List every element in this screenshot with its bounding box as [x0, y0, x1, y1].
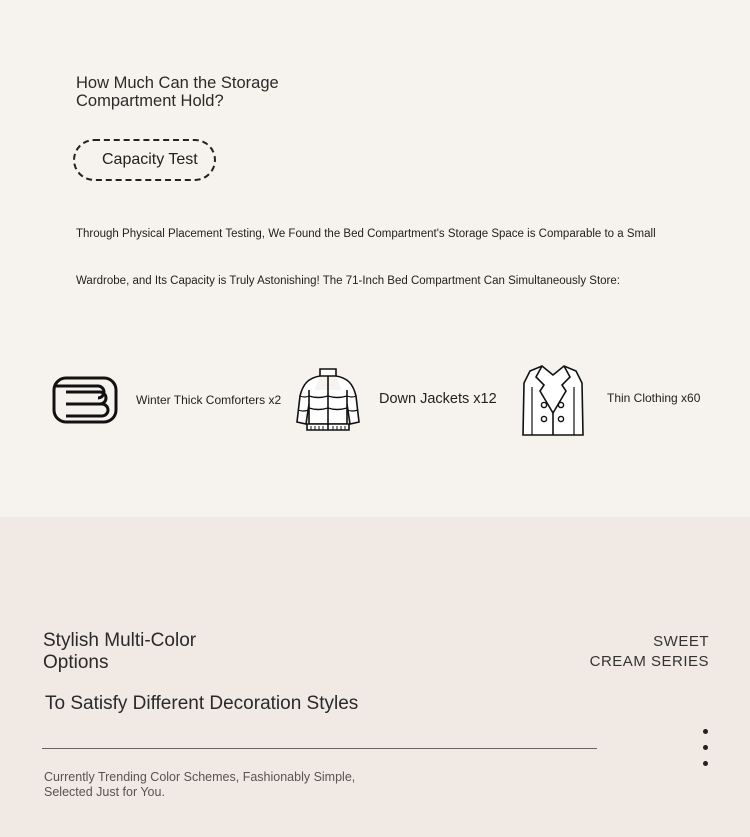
coat-label: Thin Clothing x60 [607, 391, 701, 405]
capacity-test-label: Capacity Test [102, 151, 198, 168]
series-line-1: SWEET [653, 633, 709, 650]
coat-icon [520, 363, 586, 437]
color-options-title: Stylish Multi-Color Options [43, 630, 197, 673]
capacity-test-badge [73, 139, 216, 181]
capacity-description-line-1: Through Physical Placement Testing, We Found the Bed Compartment's Storage Space is Comparable to a Small [76, 228, 656, 240]
capacity-description-line-2: Wardrobe, and Its Capacity is Truly Astonishing! The 71-Inch Bed Compartment Can Simultaneously Store: [76, 275, 620, 287]
divider [42, 748, 597, 749]
down-jacket-label: Down Jackets x12 [379, 391, 497, 407]
down-jacket-icon [294, 366, 362, 432]
trending-note: Currently Trending Color Schemes, Fashionably Simple, Selected Just for You. [44, 770, 356, 799]
decoration-styles-heading: To Satisfy Different Decoration Styles [45, 693, 359, 714]
series-label [590, 632, 709, 672]
series-line-2: CREAM SERIES [589, 653, 709, 670]
comforter-icon [52, 376, 118, 424]
comforter-label: Winter Thick Comforters x2 [136, 393, 282, 407]
capacity-title: How Much Can the Storage Compartment Hold? [76, 74, 279, 110]
more-dots-icon [702, 729, 710, 769]
